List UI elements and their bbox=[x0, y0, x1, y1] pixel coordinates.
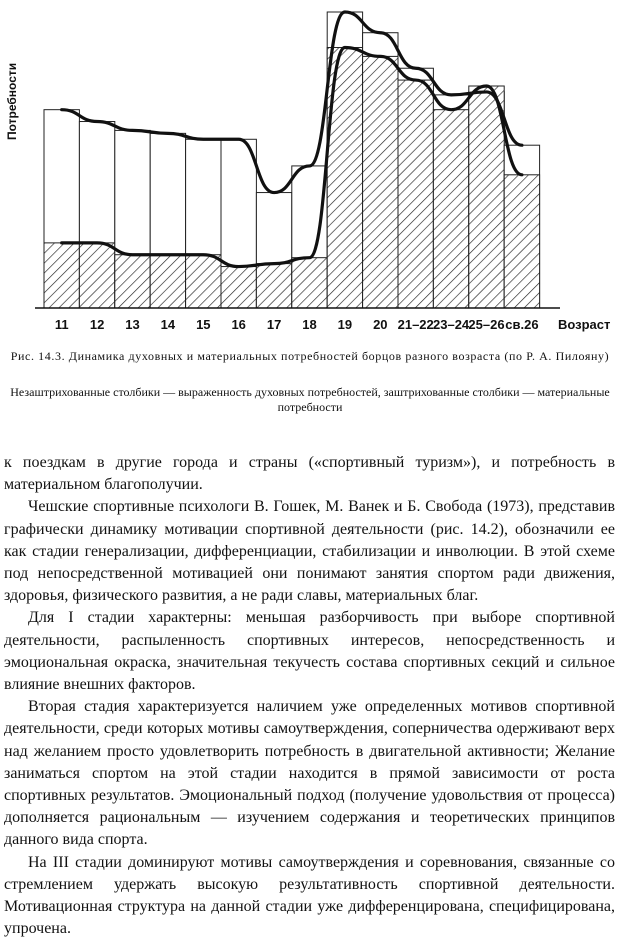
paragraph: На III стадии доминируют мотивы самоутверждения и соревнования, связанные со стремлением удержать высокую результативность спортивной деятельности. Мотивационная структура на данной стадии уже дифференцирована, специфицирована, упрочена. bbox=[4, 853, 615, 938]
bar-material-11 bbox=[433, 110, 468, 308]
bar-material-7 bbox=[292, 258, 327, 308]
bar-material-3 bbox=[150, 255, 185, 308]
x-tick-label-9: 20 bbox=[373, 317, 388, 332]
body-text bbox=[4, 452, 615, 940]
bar-material-6 bbox=[256, 264, 291, 308]
paragraph: Вторая стадия характеризуется наличием уже определенных мотивов спортивной деятельности, среди которых мотивы самоутверждения, соперничества одерживают верх над желанием просто удовлетворить потребность в двигательной активности; Желание заниматься спортом на этой стадии находится в прямой зависимости от роста спортивных результатов. Эмоциональный подход (получение удовольствия от процесса) дополняется рациональным — изучением содержания и теоретических принципов данного вида спорта. bbox=[4, 698, 615, 849]
bar-material-12 bbox=[469, 86, 504, 308]
bar-material-10 bbox=[398, 80, 433, 308]
x-tick-labels bbox=[55, 317, 539, 332]
figure-caption-legend: Незаштрихованные столбики — выраженность духовных потребностей, заштрихованные столбики — материальные потребности bbox=[10, 385, 610, 414]
x-tick-label-13: св.26 bbox=[505, 317, 539, 332]
bar-material-4 bbox=[186, 255, 221, 308]
x-axis-label: Возраст bbox=[558, 317, 611, 332]
paragraph: Для I стадии характерны: меньшая разборчивость при выборе спортивной деятельности, распыленность спортивных интересов, непосредственность и эмоциональная окраска, значительная текучесть состава спортивных секций и сильное влияние внешних факторов. bbox=[4, 609, 615, 694]
paragraph: к поездкам в другие города и страны («спортивный туризм»), и потребность в материальном благополучии. bbox=[4, 454, 615, 494]
x-tick-label-11: 23–24 bbox=[433, 317, 470, 332]
paragraph: Чешские спортивные психологи В. Гошек, М. Ванек и Б. Свобода (1973), представив графически динамику мотивации спортивной деятельности (рис. 14.2), обозначили ее как стадии генерализации, дифференциации, стабилизации и инволюции. В этой схеме под непосредственной мотивацией они понимают занятия спортом ради движения, здоровья, физического развития, а не ради славы, материальных благ. bbox=[4, 498, 615, 605]
y-axis-label: Потребности bbox=[5, 62, 19, 140]
bar-material-13 bbox=[504, 175, 539, 308]
needs-chart bbox=[0, 0, 620, 340]
bar-material-5 bbox=[221, 267, 256, 308]
x-tick-label-6: 17 bbox=[266, 317, 282, 332]
bar-group bbox=[44, 12, 540, 308]
x-tick-label-3: 14 bbox=[160, 317, 176, 332]
bar-material-0 bbox=[44, 243, 79, 308]
x-tick-label-8: 19 bbox=[337, 317, 353, 332]
x-tick-label-10: 21–22 bbox=[397, 317, 434, 332]
x-tick-label-7: 18 bbox=[302, 317, 317, 332]
bar-material-2 bbox=[115, 255, 150, 308]
x-tick-label-12: 25–26 bbox=[468, 317, 505, 332]
x-tick-label-1: 12 bbox=[89, 317, 105, 332]
bar-material-9 bbox=[363, 56, 398, 308]
x-tick-label-5: 16 bbox=[231, 317, 246, 332]
figure-caption-title: Рис. 14.3. Динамика духовных и материальных потребностей борцов разного возраста (по Р. А. Пилояну) bbox=[10, 349, 610, 363]
bar-material-1 bbox=[79, 243, 114, 308]
x-tick-label-2: 13 bbox=[125, 317, 140, 332]
x-tick-label-4: 15 bbox=[196, 317, 211, 332]
x-tick-label-0: 11 bbox=[54, 317, 69, 332]
